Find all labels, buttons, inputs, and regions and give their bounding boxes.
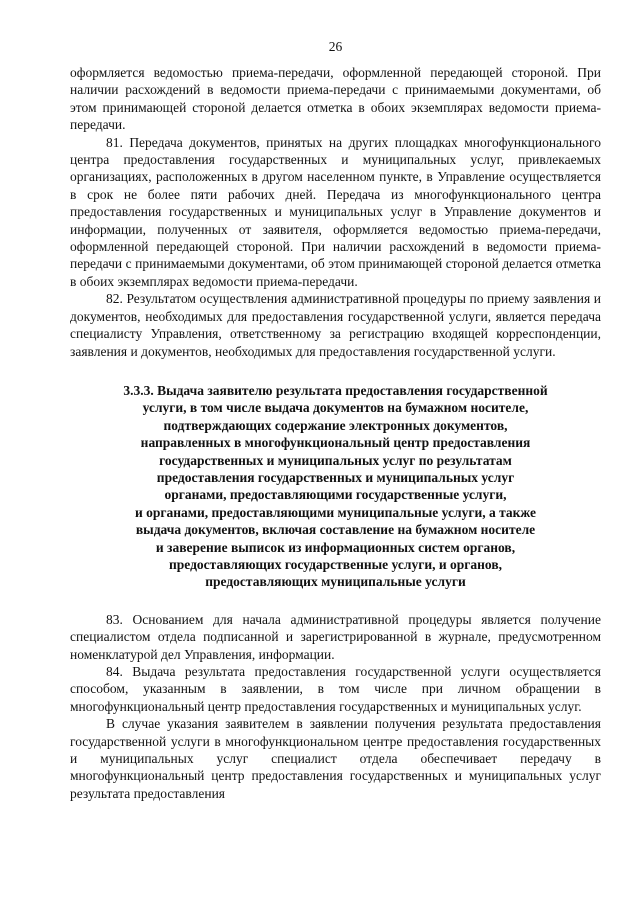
page-number: 26 xyxy=(328,39,343,54)
heading-line: органами, предоставляющими государственные услуги, xyxy=(164,487,507,503)
heading-line: услуги, в том числе выдача документов на бумажном носителе, xyxy=(142,400,529,416)
heading-line: подтверждающих содержание электронных документов, xyxy=(163,417,508,433)
heading-line: государственных и муниципальных услуг по результатам xyxy=(159,452,512,468)
paragraph-83: 83. Основанием для начала административной процедуры является получение специалистом отдела подписанной и зарегистрированной в журнале, предусмотренном номенклатурой дел Управления, информации. xyxy=(70,611,601,662)
paragraphs-top xyxy=(70,64,601,360)
paragraph-continuation: оформляется ведомостью приема-передачи, оформленной передающей стороной. При наличии расхождений в ведомости приема-передачи с принимаемыми документами, об этом принимающей стороной делается отметка в обоих экземплярах ведомости приема-передачи. xyxy=(70,65,601,133)
heading-line: предоставляющих государственные услуги, и органов, xyxy=(169,556,502,572)
heading-line: выдача документов, включая составление на бумажном носителе xyxy=(135,522,536,538)
paragraph-81: 81. Передача документов, принятых на других площадках многофункционального центра предоставления государственных и муниципальных услуг, привлекаемых организациях, расположенных в другом населенном пункте, в Управление осуществляется в срок не более пяти рабочих дней. Передача из многофункционального центра предоставления государственных и муниципальных услуг в Управление документов и информации, полученных от заявителя, оформляется ведомостью приема-передачи, оформленной передающей стороной. При наличии расхождений в ведомости приема-передачи с принимаемыми документами, об этом принимающей стороной делается отметка в обоих экземплярах ведомости приема-передачи. xyxy=(70,134,601,289)
paragraph-82: 82. Результатом осуществления административной процедуры по приему заявления и документов, необходимых для предоставления государственной услуги, является передача специалисту Управления, ответственному за регистрацию входящей корреспонденции, заявления и документов, необходимых для предоставления государственной услуги. xyxy=(70,291,601,359)
paragraph-84: 84. Выдача результата предоставления государственной услуги осуществляется способом, указанным в заявлении, в том числе при личном обращении в многофункциональный центр предоставления государственных и муниципальных услуг. xyxy=(70,664,601,714)
section-heading-3-3-3 xyxy=(70,382,601,591)
heading-line: направленных в многофункциональный центр предоставления xyxy=(140,435,531,451)
heading-line: и органами, предоставляющими муниципальные услуги, а также xyxy=(134,504,537,520)
heading-line: 3.3.3. Выдача заявителю результата предоставления государственной xyxy=(123,382,548,398)
paragraph-84-continued: В случае указания заявителем в заявлении получения результата предоставления государственной услуги в многофункциональном центре предоставления государственных и муниципальных услуг специалист отдела обеспечивает передачу в многофункциональный центр предоставления государственных и муниципальных услуг результата предоставления xyxy=(70,716,601,801)
heading-line: и заверение выписок из информационных систем органов, xyxy=(155,539,516,555)
heading-line: предоставляющих муниципальные услуги xyxy=(205,574,466,590)
heading-line: предоставления государственных и муниципальных услуг xyxy=(156,469,515,485)
document-page xyxy=(70,38,601,802)
paragraphs-bottom xyxy=(70,611,601,802)
